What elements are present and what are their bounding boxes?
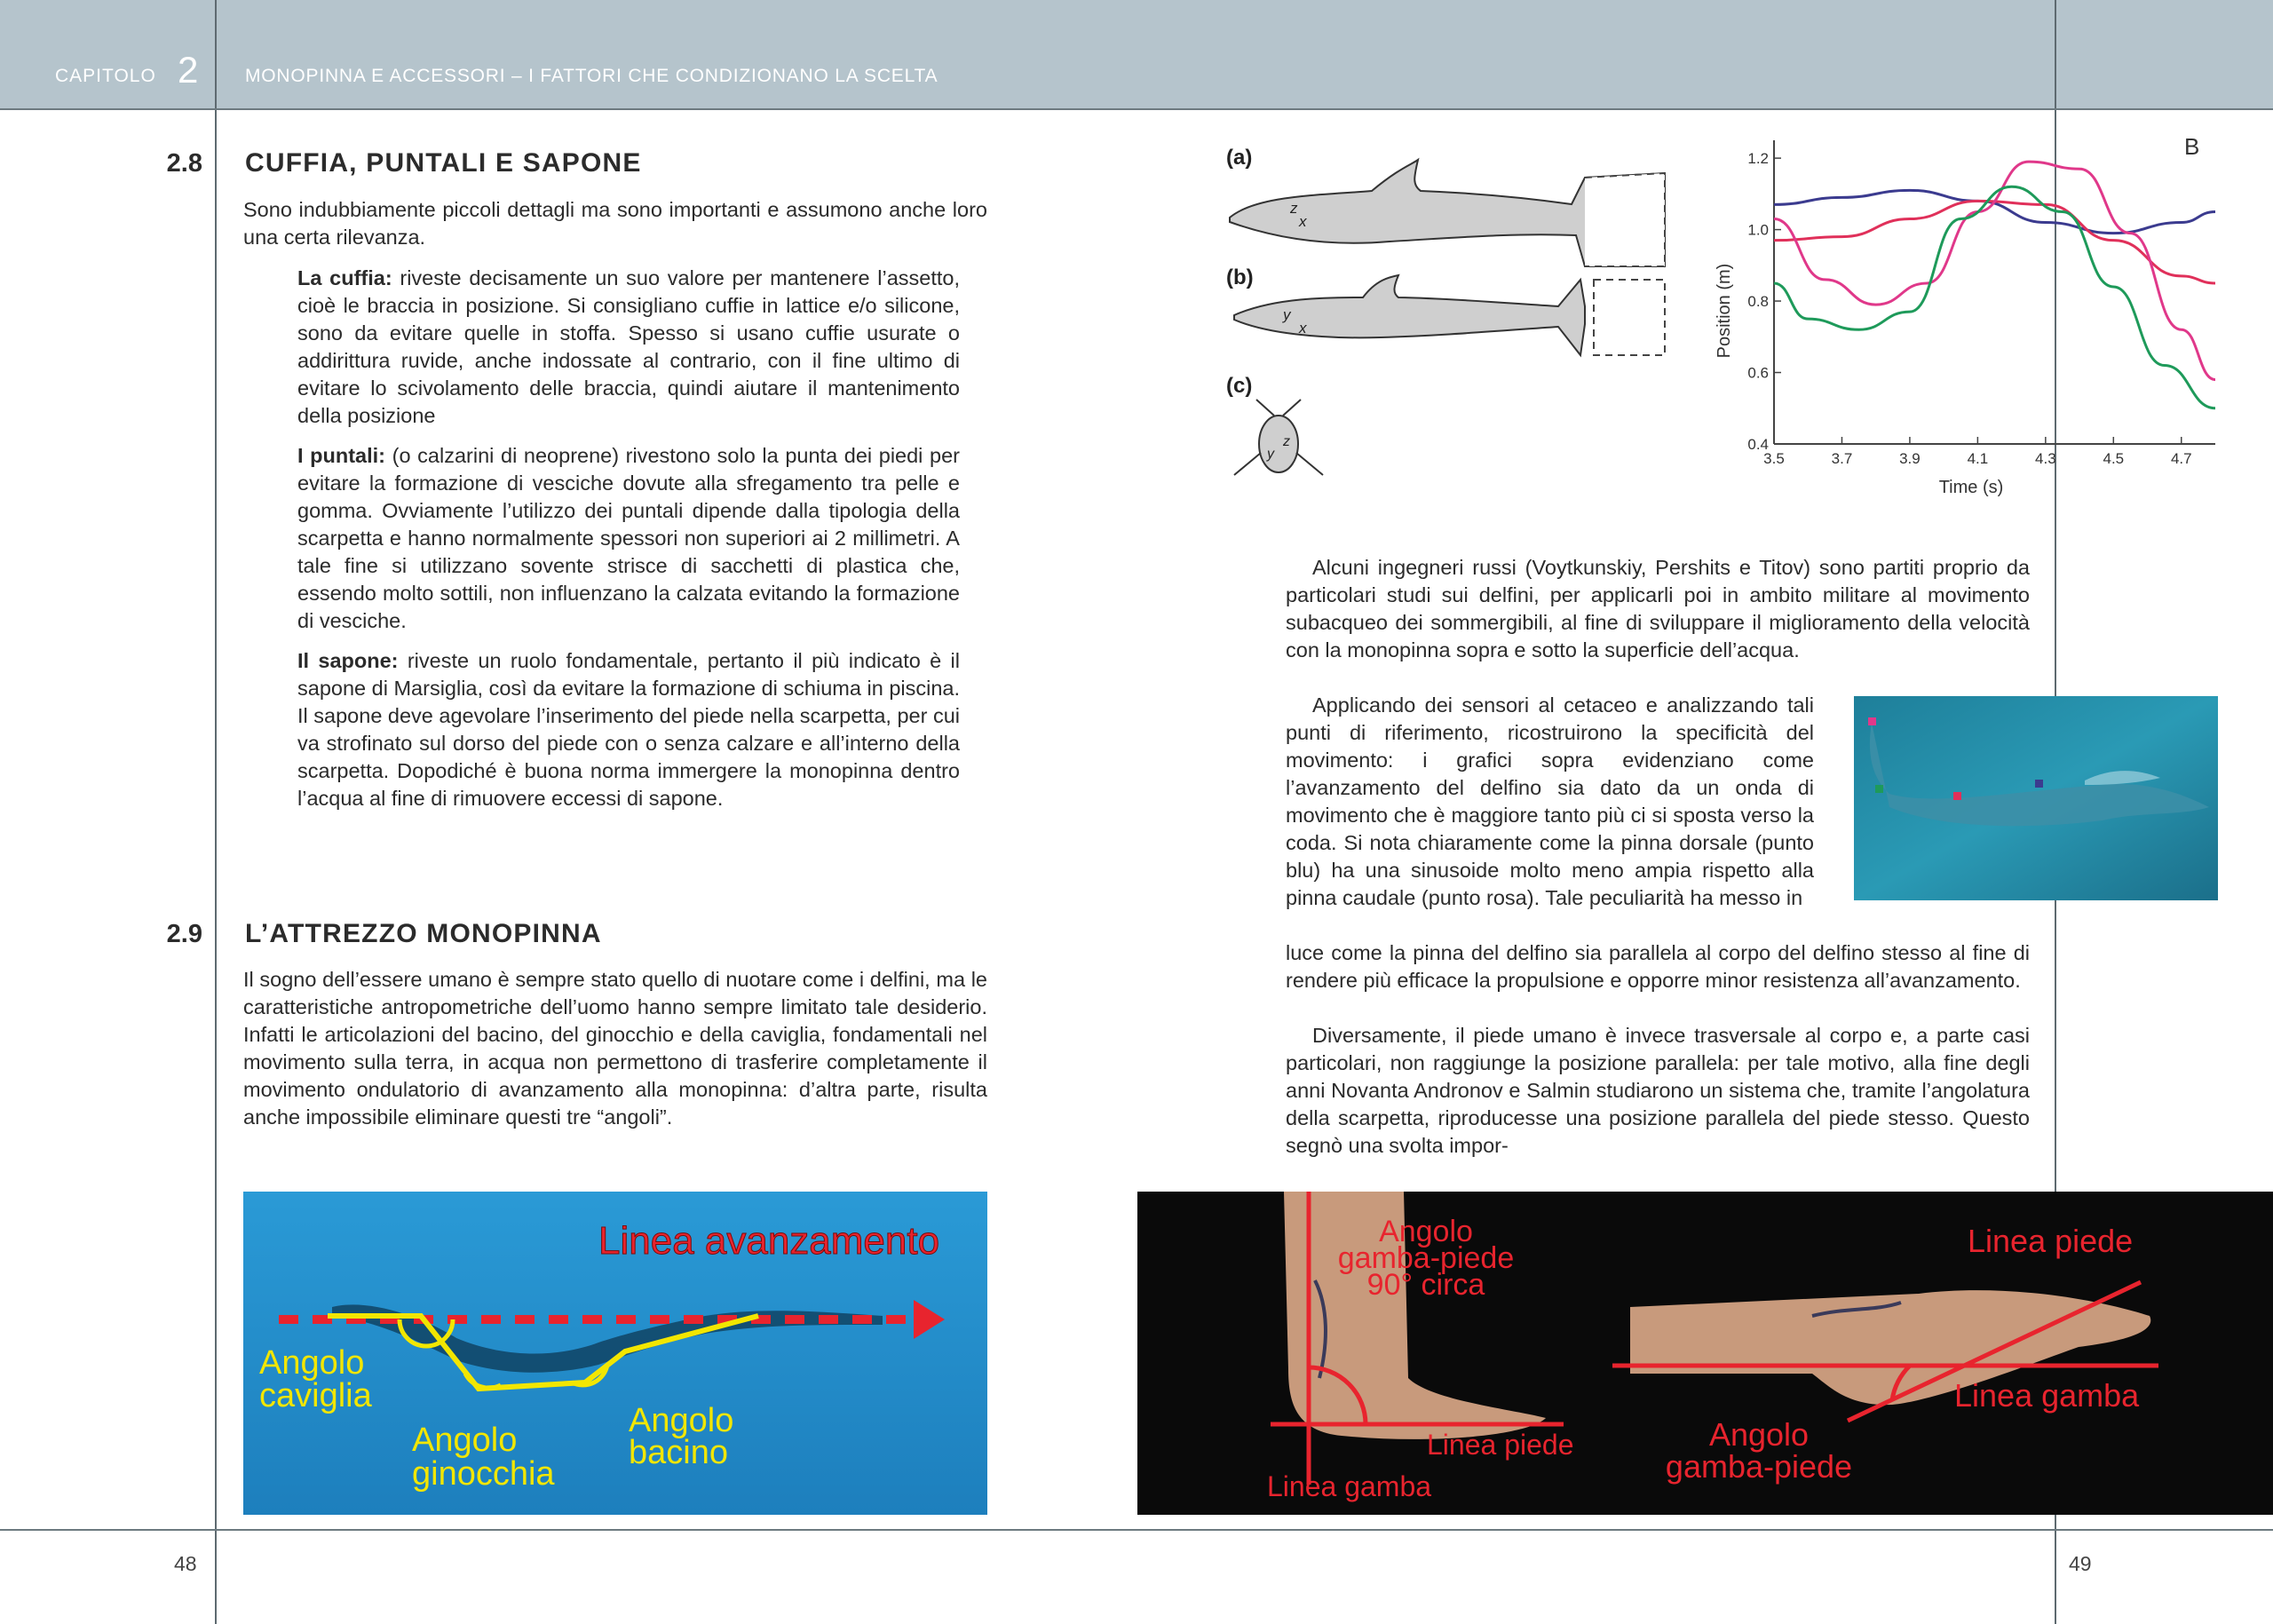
running-header bbox=[0, 0, 2273, 109]
chart-series-line-4 bbox=[1774, 186, 2215, 408]
section-2-8-items bbox=[297, 265, 960, 825]
dolphin-front-view bbox=[1259, 416, 1298, 472]
chart-frame bbox=[1774, 140, 2215, 444]
axis-x-b: x bbox=[1299, 320, 1307, 337]
puntali-label: I puntali: bbox=[297, 444, 386, 467]
angolo-bacino-label-1: Angolo bbox=[629, 1402, 734, 1439]
right-paragraph-1 bbox=[1286, 554, 2030, 677]
dolphin-axes-diagram bbox=[1221, 133, 1678, 497]
axis-y-b: y bbox=[1283, 306, 1291, 323]
section-number-2-9: 2.9 bbox=[166, 920, 202, 948]
sapone-paragraph bbox=[297, 647, 960, 812]
chapter-number: 2 bbox=[178, 49, 199, 91]
angolo-right-label-1: Angolo bbox=[1708, 1416, 1810, 1453]
position-time-chart bbox=[1705, 133, 2220, 506]
paragraph-sensors-cont: luce come la pinna del delfino sia parallela al corpo del delfino stesso al fine di rendere più efficace la propulsione e opporre minor resistenza all’avanzamento. bbox=[1286, 941, 2030, 992]
y-tick-label: 0.6 bbox=[1747, 364, 1769, 382]
x-tick-label: 4.7 bbox=[2170, 450, 2192, 467]
axis-y-c: y bbox=[1267, 447, 1274, 462]
linea-piede-label-left: Linea piede bbox=[1427, 1429, 1574, 1461]
left-margin-rule bbox=[215, 0, 217, 1624]
sensor-green bbox=[1875, 785, 1883, 793]
chart-series-line-2 bbox=[1774, 201, 2215, 283]
dolphin-b-tail-box bbox=[1594, 280, 1665, 355]
intro-paragraph: Sono indubbiamente piccoli dettagli ma sono importanti e assumono anche loro una certa rilevanza. bbox=[243, 198, 987, 249]
right-paragraph-2a bbox=[1286, 692, 1814, 912]
sensor-pink bbox=[1868, 717, 1876, 725]
axis-z-c: z bbox=[1283, 434, 1290, 449]
chart-ticks-group bbox=[1747, 150, 2191, 467]
linea-gamba-label-left: Linea gamba bbox=[1267, 1470, 1432, 1502]
cuffia-text: riveste decisamente un suo valore per mantenere l’assetto, cioè le braccia in posizione. Si consigliano cuffie in lattice e/o silicone, sono da evitare quelle in stoffa. Spesso si usano cuffie usurate o addirittura ruvide, anche indossate al contrario, con il fine ultimo di evitare lo scivolamento delle braccia, quindi aiutare il mantenimento della posizione bbox=[297, 266, 960, 427]
right-paragraph-2b bbox=[1286, 939, 2030, 994]
label-b: (b) bbox=[1226, 265, 1254, 289]
chart-series-line-1 bbox=[1774, 190, 2215, 233]
angolo-ginocchia-label-1: Angolo bbox=[412, 1422, 518, 1459]
axis-x-a: x bbox=[1299, 213, 1307, 230]
angolo-label-2: gamba-piede bbox=[1337, 1241, 1515, 1275]
sensor-blue bbox=[2035, 780, 2043, 788]
axis-z-a: z bbox=[1290, 200, 1298, 217]
foot-angle-photo bbox=[1137, 1192, 2273, 1515]
label-c: (c) bbox=[1226, 374, 1253, 398]
sapone-label: Il sapone: bbox=[297, 649, 399, 672]
section-2-8-body bbox=[243, 196, 987, 264]
dolphin-sensor-photo bbox=[1854, 696, 2218, 900]
angolo-label-3: 90° circa bbox=[1366, 1268, 1485, 1302]
angolo-ginocchia-label-2: ginocchia bbox=[412, 1455, 555, 1493]
puntali-paragraph bbox=[297, 442, 960, 635]
footer-rule bbox=[0, 1529, 2273, 1531]
section-2-9-paragraph: Il sogno dell’essere umano è sempre stato quello di nuotare come i delfini, ma le caratteristiche antropometriche dell’uomo hanno sempre limitato tale desiderio. Infatti le articolazioni del bacino, del ginocchio e della caviglia, fondamentali nel movimento sulla terra, in acqua non permettono di trasferire completamente il movimento ondulatorio di avanzamento alla monopinna: d’altra parte, risulta anche impossibile eliminare questi tre “angoli”. bbox=[243, 968, 987, 1129]
chart-x-label: Time (s) bbox=[1938, 478, 2004, 497]
paragraph-engineers: Alcuni ingegneri russi (Voytkunskiy, Pershits e Titov) sono partiti proprio da particolari studi sui delfini, per applicarli poi in ambito militare al movimento subacqueo dei sommergibili, al fine di sviluppare il miglioramento della velocità con la monopinna sopra e sotto la superficie dell’acqua. bbox=[1286, 556, 2030, 661]
x-tick-label: 4.5 bbox=[2103, 450, 2125, 467]
dolphin-a-tail-box bbox=[1585, 173, 1665, 266]
y-tick-label: 1.0 bbox=[1747, 221, 1769, 239]
sapone-text: riveste un ruolo fondamentale, pertanto il più indicato è il sapone di Marsiglia, così da evitare la formazione di schiuma in piscina. Il sapone deve agevolare l’inserimento del piede nella scarpetta, per cui va strofinato sul dorso del piede con o senza calzare e all’interno della scarpetta. Dopodiché è buona norma immergere la monopinna dentro l’acqua al fine di rimuovere eccessi di sapone. bbox=[297, 649, 960, 810]
swimmer-photo bbox=[243, 1192, 987, 1515]
label-a: (a) bbox=[1226, 146, 1253, 170]
angolo-caviglia-label-1: Angolo bbox=[259, 1344, 365, 1382]
chart-series-group bbox=[1774, 162, 2215, 408]
angolo-bacino-label-2: bacino bbox=[629, 1434, 728, 1471]
paragraph-human-foot: Diversamente, il piede umano è invece trasversale al corpo e, a parte casi particolari, non raggiunge la posizione parallela: per tale motivo, alla fine degli anni Novanta Andronov e Salmin studiarono un sistema che, tramite l’angolatura della scarpetta, riproducesse una posizione parallela del piede stesso. Questo segnò una svolta impor- bbox=[1286, 1024, 2030, 1157]
linea-avanzamento-label: Linea avanzamento bbox=[598, 1219, 940, 1263]
x-tick-label: 3.7 bbox=[1831, 450, 1853, 467]
chapter-label: CAPITOLO bbox=[55, 66, 156, 86]
chart-y-label: Position (m) bbox=[1715, 263, 1734, 359]
angolo-right-label-2: gamba-piede bbox=[1665, 1448, 1853, 1485]
paragraph-sensors: Applicando dei sensori al cetaceo e analizzando tali punti di riferimento, ricostruirono la specificità del movimento: i grafici sopra evidenziano come l’avanzamento del delfino sia dato da un onda di movimento che è maggiore tanto più ci si sposta verso la coda. Si nota chiaramente come la pinna dorsale (punto blu) ha una sinusoide molto meno ampia rispetto alla pinna caudale (punto rosa). Tale peculiarità ha messo in bbox=[1286, 693, 1814, 909]
x-tick-label: 3.9 bbox=[1899, 450, 1921, 467]
section-title-2-9: L’ATTREZZO MONOPINNA bbox=[245, 919, 602, 948]
sensor-red bbox=[1953, 792, 1961, 800]
linea-gamba-label-right: Linea gamba bbox=[1954, 1377, 2140, 1414]
running-title: MONOPINNA E ACCESSORI – I FATTORI CHE CONDIZIONANO LA SCELTA bbox=[245, 66, 939, 86]
y-tick-label: 1.2 bbox=[1747, 150, 1769, 168]
y-tick-label: 0.4 bbox=[1747, 436, 1769, 453]
chart-panel-label: B bbox=[2184, 133, 2200, 160]
cuffia-paragraph bbox=[297, 265, 960, 430]
angolo-caviglia-label-2: caviglia bbox=[259, 1377, 372, 1414]
x-tick-label: 4.1 bbox=[1967, 450, 1989, 467]
header-bottom-rule bbox=[0, 108, 2273, 110]
angolo-label-1: Angolo bbox=[1379, 1215, 1473, 1248]
section-2-9-body bbox=[243, 966, 987, 1144]
cuffia-label: La cuffia: bbox=[297, 266, 392, 289]
y-tick-label: 0.8 bbox=[1747, 293, 1769, 311]
section-number-2-8: 2.8 bbox=[166, 149, 202, 178]
page-number-right: 49 bbox=[2069, 1552, 2092, 1575]
x-tick-label: 3.5 bbox=[1763, 450, 1785, 467]
puntali-text: (o calzarini di neoprene) rivestono solo la punta dei piedi per evitare la formazione di vesciche dovute alla sfregamento tra pelle e gomma. Ovviamente l’utilizzo dei puntali dipende dalla tipologia della scarpetta e hanno normalmente spessori non superiori ai 2 millimetri. A tale fine si utilizzano sovente strisce di sacchetti di plastica che, essendo molto sottili, non influenzano la calzata evitando la formazione di vesciche. bbox=[297, 444, 960, 632]
linea-piede-label-right: Linea piede bbox=[1968, 1223, 2134, 1259]
x-tick-label: 4.3 bbox=[2035, 450, 2056, 467]
right-paragraph-3 bbox=[1286, 1022, 2030, 1160]
page-number-left: 48 bbox=[174, 1552, 197, 1575]
section-title-2-8: CUFFIA, PUNTALI E SAPONE bbox=[245, 148, 642, 178]
